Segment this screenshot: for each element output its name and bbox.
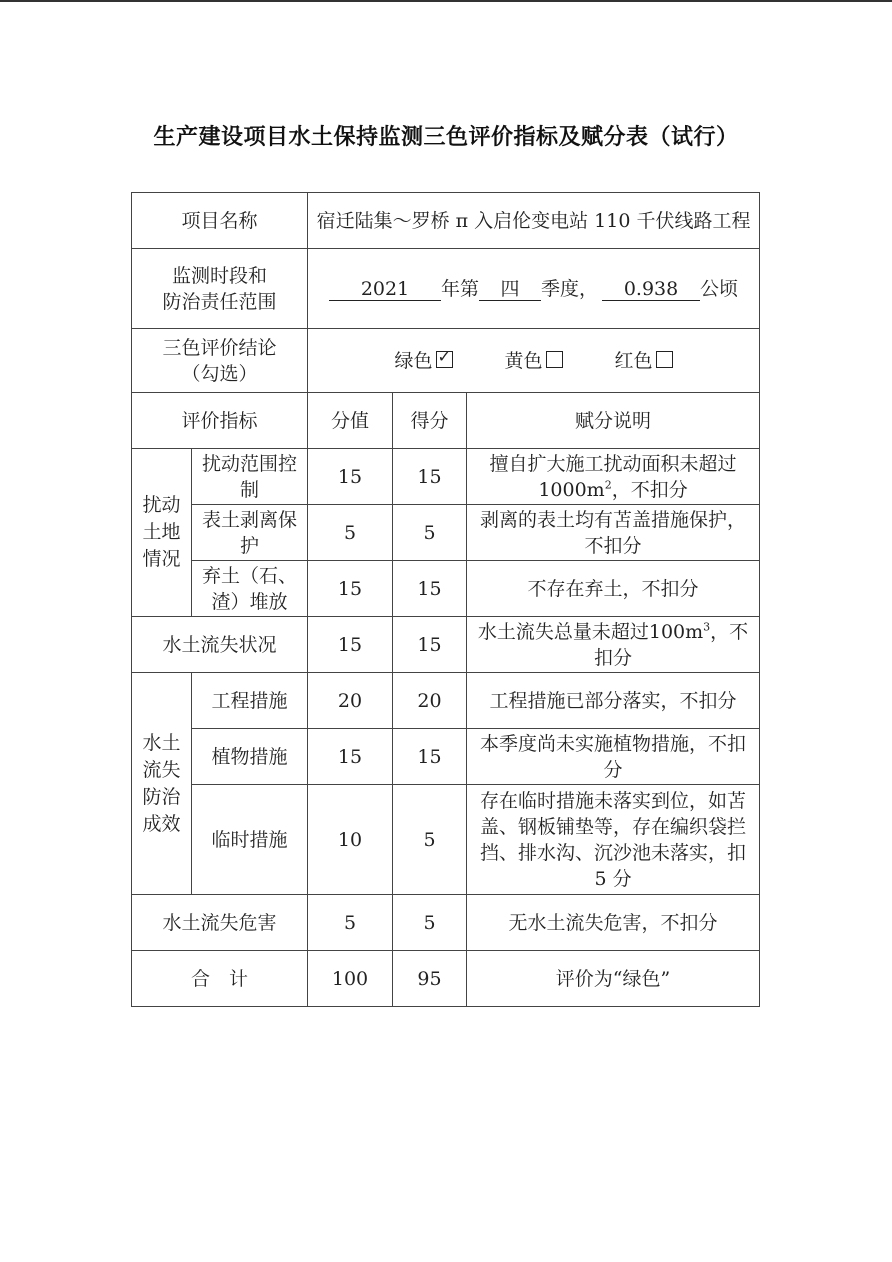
project-name-value: 宿迁陆集～罗桥 π 入启伦变电站 110 千伏线路工程 <box>308 193 760 249</box>
row-item: 水土流失危害 <box>132 895 308 951</box>
table-row <box>132 561 760 617</box>
table-row <box>132 449 760 505</box>
document-title: 生产建设项目水土保持监测三色评价指标及赋分表（试行） <box>153 125 739 150</box>
project-name-label: 项目名称 <box>132 193 308 249</box>
row-score: 5 <box>393 505 467 561</box>
checkbox-empty-icon[interactable] <box>546 351 563 368</box>
option-green-label: 绿色 <box>394 349 433 372</box>
period-label <box>132 249 308 329</box>
row-value: 5 <box>308 505 393 561</box>
header-row <box>132 393 760 449</box>
row-item: 表土剥离保护 <box>192 505 308 561</box>
period-year-unit: 年第 <box>441 277 480 300</box>
period-label-line2: 防治责任范围 <box>162 290 277 313</box>
table-row <box>132 673 760 729</box>
row-score: 5 <box>393 785 467 895</box>
table-row <box>132 729 760 785</box>
row-score: 15 <box>393 617 467 673</box>
row-value: 20 <box>308 673 393 729</box>
conclusion-label-line1: 三色评价结论 <box>162 336 277 359</box>
total-row <box>132 951 760 1007</box>
row-note: 水土流失总量未超过$100m^3$，不扣分 <box>467 617 760 673</box>
row-value: 15 <box>308 729 393 785</box>
option-red <box>615 350 673 372</box>
period-row <box>132 249 760 329</box>
row-score: 15 <box>393 561 467 617</box>
project-name-row <box>132 193 760 249</box>
option-yellow-label: 黄色 <box>504 349 543 372</box>
period-quarter-unit: 季度， <box>541 277 599 300</box>
table-row <box>132 617 760 673</box>
option-green <box>395 350 453 372</box>
row-score: 15 <box>393 449 467 505</box>
checkbox-checked-icon[interactable] <box>436 351 453 368</box>
period-area-unit: 公顷 <box>700 277 739 300</box>
evaluation-table <box>131 192 760 1007</box>
row-item: 弃土（石、渣）堆放 <box>192 561 308 617</box>
row-note: 剥离的表土均有苫盖措施保护，不扣分 <box>467 505 760 561</box>
group-disturbance: 扰动土地情况 <box>132 449 192 617</box>
row-item: 工程措施 <box>192 673 308 729</box>
header-indicator: 评价指标 <box>132 393 308 449</box>
row-item: 植物措施 <box>192 729 308 785</box>
period-quarter: 四 <box>479 278 541 301</box>
table-row <box>132 785 760 895</box>
row-note: 本季度尚未实施植物措施，不扣分 <box>467 729 760 785</box>
conclusion-options <box>308 329 760 393</box>
row-item: 临时措施 <box>192 785 308 895</box>
row-value: 15 <box>308 561 393 617</box>
table-row <box>132 505 760 561</box>
row-score: 20 <box>393 673 467 729</box>
total-value: 100 <box>308 951 393 1007</box>
row-note: 擅自扩大施工扰动面积未超过$1000m^2$，不扣分 <box>467 449 760 505</box>
period-area: 0.938 <box>602 278 700 301</box>
row-value: 15 <box>308 617 393 673</box>
group-control: 水土流失防治成效 <box>132 673 192 895</box>
row-note: 无水土流失危害，不扣分 <box>467 895 760 951</box>
row-item: 扰动范围控制 <box>192 449 308 505</box>
period-year: 2021 <box>329 278 441 301</box>
table-row <box>132 895 760 951</box>
page-top-border <box>0 0 892 2</box>
row-note: 存在临时措施未落实到位，如苫盖、钢板铺垫等，存在编织袋拦挡、排水沟、沉沙池未落实，扣 5 分 <box>467 785 760 895</box>
row-item: 水土流失状况 <box>132 617 308 673</box>
row-note: 工程措施已部分落实，不扣分 <box>467 673 760 729</box>
option-red-label: 红色 <box>614 349 653 372</box>
row-value: 15 <box>308 449 393 505</box>
row-value: 5 <box>308 895 393 951</box>
header-score-value: 分值 <box>308 393 393 449</box>
period-value <box>308 249 760 329</box>
conclusion-label-line2: （勾选） <box>181 362 258 385</box>
row-value: 10 <box>308 785 393 895</box>
header-explanation: 赋分说明 <box>467 393 760 449</box>
header-score-got: 得分 <box>393 393 467 449</box>
row-score: 5 <box>393 895 467 951</box>
row-score: 15 <box>393 729 467 785</box>
option-yellow <box>505 350 563 372</box>
total-note: 评价为“绿色” <box>467 951 760 1007</box>
checkbox-empty-icon[interactable] <box>656 351 673 368</box>
conclusion-label <box>132 329 308 393</box>
total-score: 95 <box>393 951 467 1007</box>
conclusion-row <box>132 329 760 393</box>
row-note: 不存在弃土，不扣分 <box>467 561 760 617</box>
period-label-line1: 监测时段和 <box>172 264 268 287</box>
total-label: 合 计 <box>132 951 308 1007</box>
